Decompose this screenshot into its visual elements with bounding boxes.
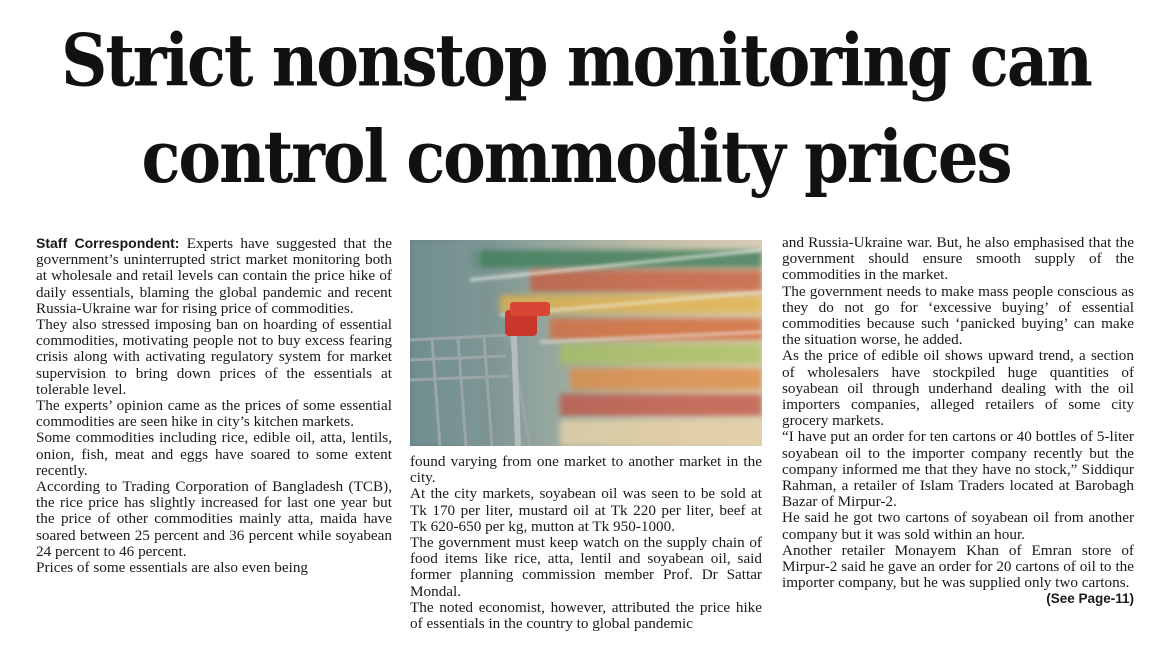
paragraph: He said he got two cartons of soyabean oil from another company but it was sold within an hour. — [782, 509, 1134, 543]
paragraph: “I have put an order for ten cartons or 40 bottles of 5-liter soyabean oil to the importer company recently but the company informed me that they have no stock,” Siddiqur Rahman, a retailer of Islam Traders located at Barobagh Bazar of Mirpur-2. — [782, 428, 1134, 511]
article-column-2 — [410, 240, 762, 632]
paragraph: At the city markets, soyabean oil was seen to be sold at Tk 170 per liter, mustard oil at Tk 220 per liter, beef at Tk 620-650 per kg, mutton at Tk 950-1000. — [410, 485, 762, 535]
shopping-cart-image — [410, 240, 762, 446]
paragraph: The noted economist, however, attributed the price hike of essentials in the country to global pandemic — [410, 598, 762, 633]
paragraph-text: Another retailer Monayem Khan of Emran store of Mirpur-2 said he gave an order for 20 cartons of oil to the importer company, but he was supplied only two cartons. — [782, 541, 1134, 592]
paragraph — [36, 235, 392, 317]
paragraph: Prices of some essentials are also even being — [36, 559, 309, 577]
headline-line-2: control commodity prices — [141, 115, 1011, 200]
paragraph: The government must keep watch on the supply chain of food items like rice, atta, lentil and soyabean oil, said former planning commission member Prof. Dr Sattar Mondal. — [410, 534, 762, 600]
paragraph: As the price of edible oil shows upward trend, a section of wholesalers have stockpiled huge quantities of soyabean oil through underhand dealing with the oil importers companies, alleged retailers of some city grocery markets. — [782, 347, 1134, 430]
paragraph — [782, 541, 1134, 607]
article-column-1 — [36, 235, 392, 576]
paragraph: and Russia-Ukraine war. But, he also emphasised that the government should ensure smooth supply of the commodities in the market. — [782, 234, 1134, 284]
shopping-cart-photo — [410, 240, 762, 446]
headline-line-1: Strict nonstop monitoring can — [61, 19, 1091, 104]
continuation-link[interactable]: (See Page-11) — [1046, 591, 1134, 607]
paragraph: Some commodities including rice, edible oil, atta, lentils, onion, fish, meat and eggs have soared to some extent recently. — [36, 429, 392, 479]
paragraph: They also stressed imposing ban on hoarding of essential commodities, motivating people not to buy excess fearing crisis along with activating regulatory system for market supervision to bring down prices of the essentials at tolerable level. — [36, 316, 392, 398]
byline: Staff Correspondent: — [36, 235, 180, 251]
article-column-3 — [782, 235, 1134, 608]
paragraph-text: Experts have suggested that the government’s uninterrupted strict market monitoring both at wholesale and retail levels can contain the price hike of daily essentials, blaming the global pandemic and recent Russia-Ukraine war for rising price of commodities. — [36, 235, 392, 317]
paragraph: According to Trading Corporation of Bangladesh (TCB), the rice price has slightly increased for last one year but the price of other commodities mainly atta, maida have soared between 25 percent and 36 percent while soyabean 24 percent to 46 percent. — [36, 478, 392, 560]
headline — [0, 14, 1152, 207]
paragraph: found varying from one market to another market in the city. — [410, 453, 762, 487]
paragraph: The experts’ opinion came as the prices of some essential commodities are seen hike in city’s kitchen markets. — [36, 397, 392, 431]
paragraph: The government needs to make mass people conscious as they do not go for ‘excessive buying’ of essential commodities because such ‘panicked buying’ can make the situation worse, he added. — [782, 282, 1134, 349]
column-2-text — [410, 454, 762, 632]
